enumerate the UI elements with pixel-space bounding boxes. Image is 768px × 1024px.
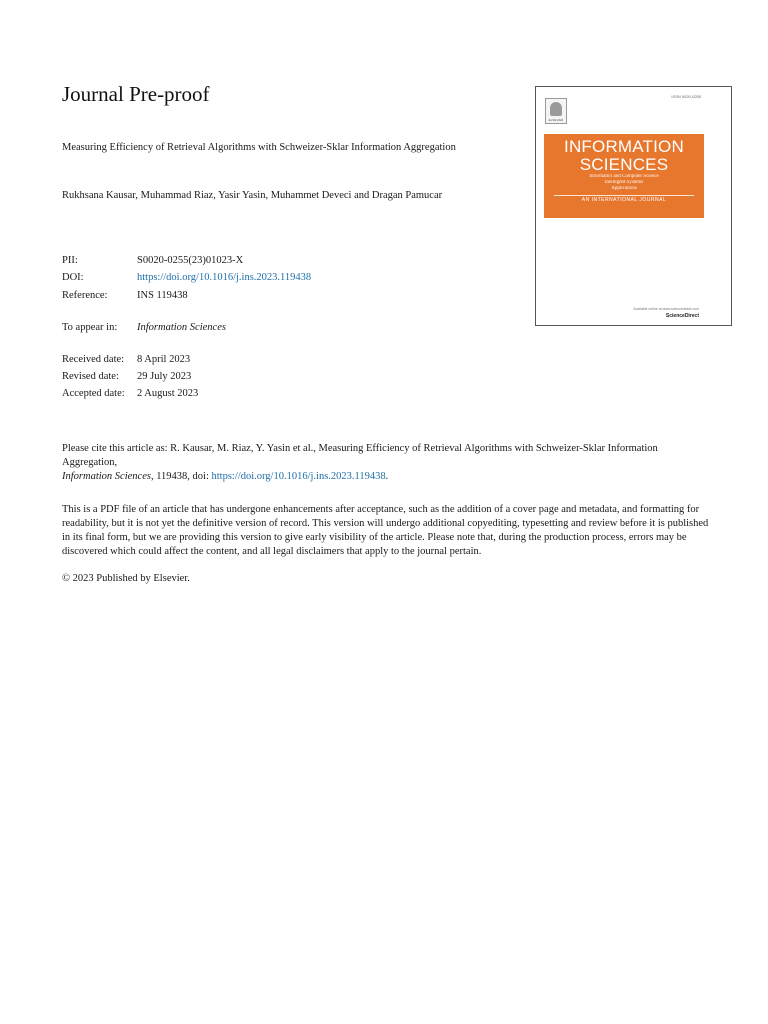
preproof-notice-text: This is a PDF file of an article that has undergone enhancements after acceptance, such as the addition of a cover page and metadata, and formatting for readability, but it is not yet the definitive version of record. This version will undergo additional copyediting, typesetting and review before it is published in its final form, but we are providing this version to give early visibility of the article. Please note that, during the production process, errors may be discovered which could affect the content, and all legal disclaimers that apply to the journal pertain.	[62, 504, 709, 557]
revised-date-label: Revised date:	[62, 371, 119, 382]
cover-footer-small: Available online at www.sciencedirect.com	[633, 307, 699, 311]
cover-tagline: AN INTERNATIONAL JOURNAL	[581, 197, 667, 203]
cover-logo-text: ELSEVIER	[548, 118, 564, 122]
cover-subtitle-1: Informatics and Computer Science	[589, 174, 659, 179]
journal-cover	[535, 86, 732, 326]
cover-title-line1: INFORMATION	[564, 137, 684, 156]
cover-title-band	[544, 134, 704, 218]
pii-value: S0020-0255(23)01023-X	[137, 255, 244, 266]
reference-label: Reference:	[62, 290, 108, 301]
cover-issn: ISSN 0020-0255	[671, 94, 701, 99]
cover-title-line2: SCIENCES	[579, 155, 669, 174]
elsevier-logo-icon	[545, 98, 567, 124]
preproof-notice	[62, 503, 710, 559]
journal-title: Journal Pre-proof	[62, 82, 210, 106]
appear-in-value: Information Sciences	[137, 322, 226, 333]
copyright-text: © 2023 Published by Elsevier.	[62, 573, 190, 584]
citation-paragraph	[62, 442, 710, 484]
citation-rest: , 119438, doi:	[150, 471, 209, 482]
citation-end: .	[385, 471, 389, 482]
article-title: Measuring Efficiency of Retrieval Algorithms with Schweizer-Sklar Information Aggregation	[62, 142, 456, 153]
cover-subtitle-3: Applications	[611, 186, 637, 191]
author-list: Rukhsana Kausar, Muhammad Riaz, Yasir Yasin, Muhammet Deveci and Dragan Pamucar	[62, 190, 443, 201]
cover-subtitle-2: Intelligent Systems	[604, 180, 644, 185]
citation-doi-link[interactable]: https://doi.org/10.1016/j.ins.2023.119438	[211, 471, 386, 482]
accepted-date-label: Accepted date:	[62, 388, 125, 399]
doi-label: DOI:	[62, 272, 84, 283]
received-date-label: Received date:	[62, 354, 125, 365]
doi-link[interactable]: https://doi.org/10.1016/j.ins.2023.119438	[137, 272, 312, 283]
reference-value: INS 119438	[137, 290, 188, 301]
revised-date-value: 29 July 2023	[137, 371, 192, 382]
appear-in-label: To appear in:	[62, 322, 118, 333]
accepted-date-value: 2 August 2023	[137, 388, 199, 399]
citation-journal: Information Sciences	[62, 471, 151, 482]
sciencedirect-logo: ScienceDirect	[665, 313, 699, 319]
copyright-line	[62, 572, 710, 586]
pii-label: PII:	[62, 255, 78, 266]
citation-lead: Please cite this article as: R. Kausar, M. Riaz, Y. Yasin et al., Measuring Efficiency of Retrieval Algorithms with Schweizer-Sklar Information Aggregation,	[62, 443, 658, 468]
received-date-value: 8 April 2023	[137, 354, 191, 365]
